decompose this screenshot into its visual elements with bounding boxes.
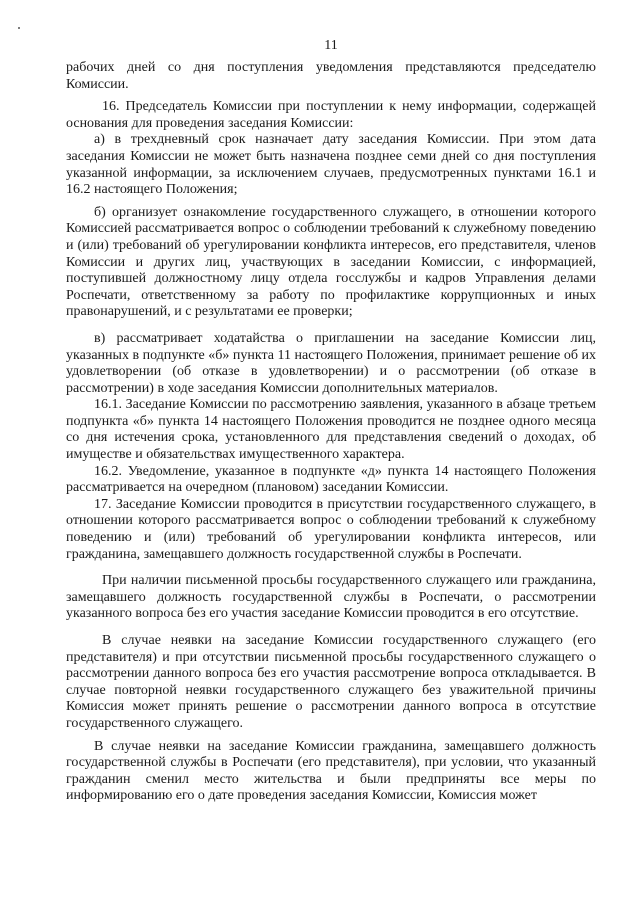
page-number: 11 bbox=[324, 38, 338, 53]
paragraph-item-16: 16. Председатель Комиссии при поступлении к нему информации, содержащей основания для проведения заседания Комиссии: bbox=[66, 99, 596, 131]
paragraph-citizen-absence: В случае неявки на заседание Комиссии гражданина, замещавшего должность государственной службы в Роспечати (его представителя), при условии, что указанный гражданин сменил место жительства и были предприняты все меры по информированию его о дате проведения заседания Комиссии, Комиссия может bbox=[66, 738, 596, 804]
paragraph-subitem-v: в) рассматривает ходатайства о приглашении на заседание Комиссии лиц, указанных в подпункте «б» пункта 11 настоящего Положения, принимает решение об их удовлетворении (об отказе в удовлетворении) и о рассмотрении (об отказе в рассмотрении) в ходе заседания Комиссии дополнительных материалов. bbox=[66, 330, 596, 396]
scan-speck bbox=[18, 27, 20, 29]
paragraph-continuation: рабочих дней со дня поступления уведомления представляются председателю Комиссии. bbox=[66, 60, 596, 92]
paragraph-item-17: 17. Заседание Комиссии проводится в присутствии государственного служащего, в отношении которого рассматривается вопрос о соблюдении требований к служебному поведению и (или) требований об урегулировании конфликта интересов, или гражданина, замещавшего должность государственной службы в Роспечати. bbox=[66, 496, 596, 562]
paragraph-subitem-a: а) в трехдневный срок назначает дату заседания Комиссии. При этом дата заседания Комиссии не может быть назначена позднее семи дней со дня поступления указанной информации, за исключением случаев, предусмотренных пунктами 16.1 и 16.2 настоящего Положения; bbox=[66, 132, 596, 198]
paragraph-written-request: При наличии письменной просьбы государственного служащего или гражданина, замещавшего должность государственной службы в Роспечати, о рассмотрении указанного вопроса без его участия заседание Комиссии проводится в его отсутствие. bbox=[66, 573, 596, 622]
paragraph-item-16-2: 16.2. Уведомление, указанное в подпункте «д» пункта 14 настоящего Положения рассматривается на очередном (плановом) заседании Комиссии. bbox=[66, 463, 596, 496]
paragraph-servant-absence: В случае неявки на заседание Комиссии государственного служащего (его представителя) и при отсутствии письменной просьбы государственного служащего о рассмотрении данного вопроса без его участия рассмотрение вопроса откладывается. В случае повторной неявки государственного служащего без уважительной причины Комиссия может принять решение о рассмотрении данного вопроса в отсутствие государственного служащего. bbox=[66, 633, 596, 731]
paragraph-subitem-b: б) организует ознакомление государственного служащего, в отношении которого Комиссией рассматривается вопрос о соблюдении требований к служебному поведению и (или) требований об урегулировании конфликта интересов, его представителя, членов Комиссии и других лиц, участвующих в заседании Комиссии, с информацией, поступившей должностному лицу отдела госслужбы и кадров Управления делами Роспечати, ответственному за работу по профилактике коррупционных и иных правонарушений, и с результатами ее проверки; bbox=[66, 204, 596, 320]
paragraph-item-16-1: 16.1. Заседание Комиссии по рассмотрению заявления, указанного в абзаце третьем подпункта «б» пункта 14 настоящего Положения проводится не позднее одного месяца со дня истечения срока, установленного для представления сведений о доходах, об имуществе и обязательствах имущественного характера. bbox=[66, 397, 596, 463]
